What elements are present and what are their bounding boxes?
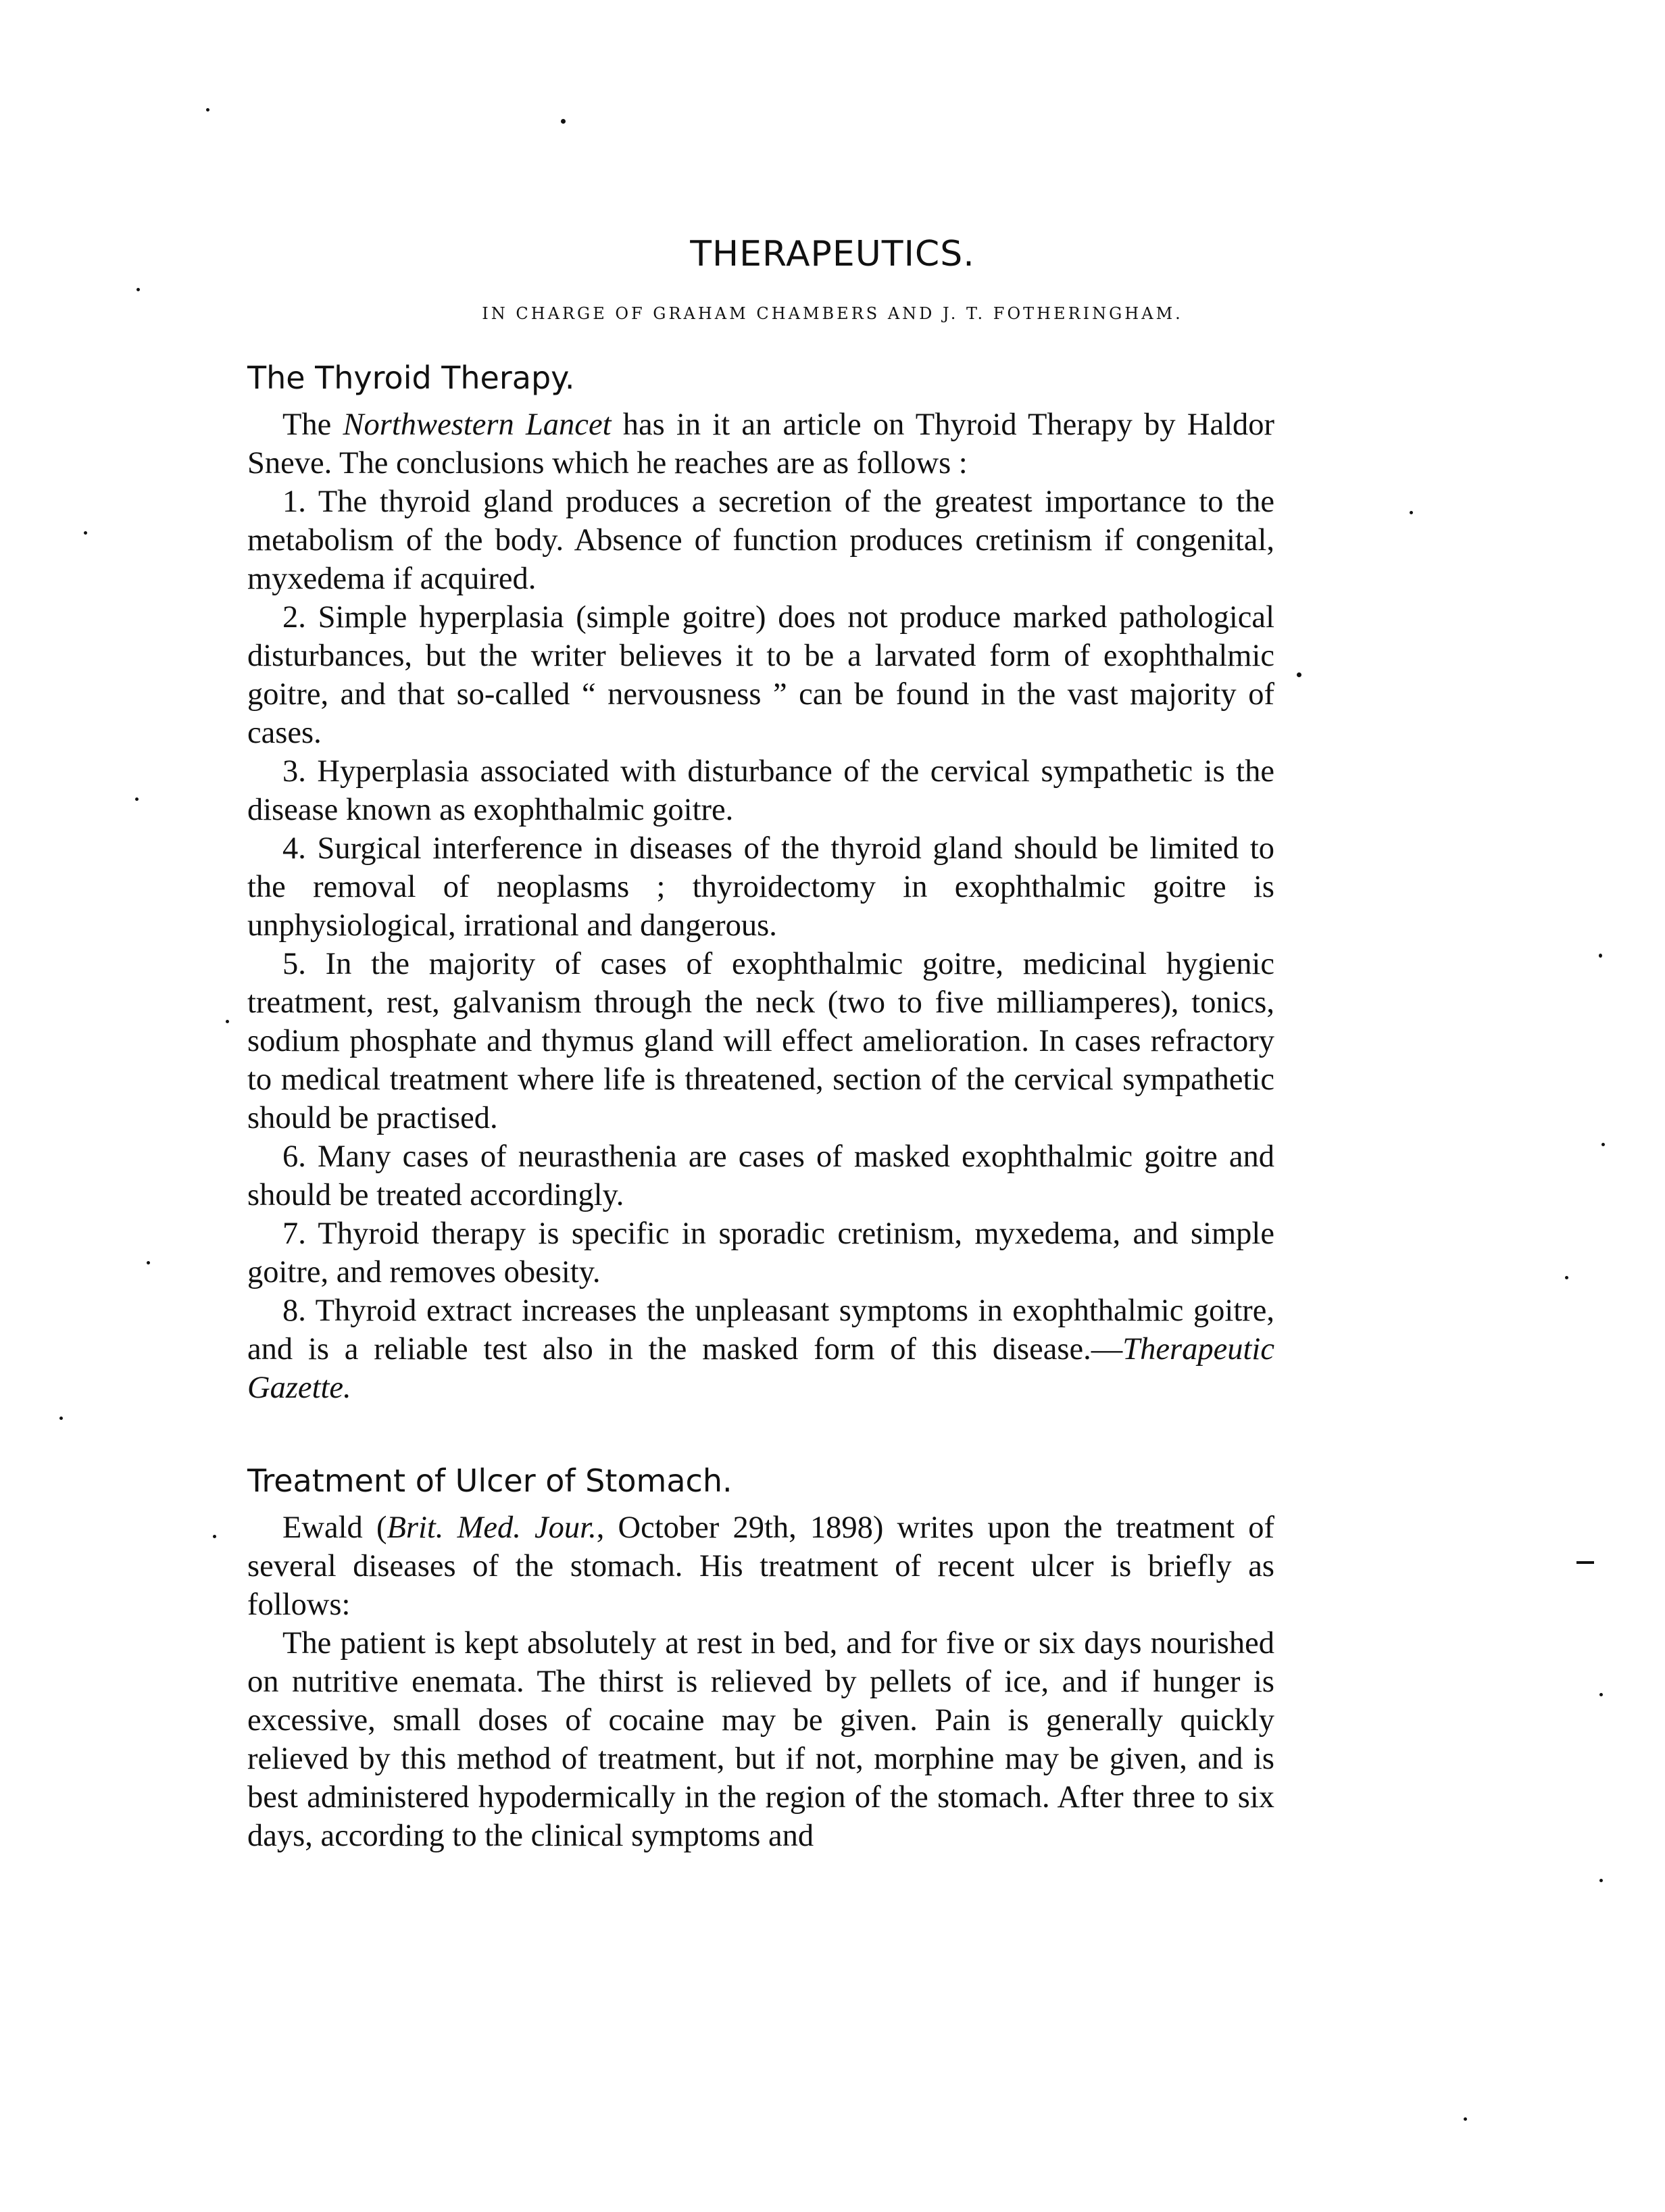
- scan-speck: [1410, 511, 1413, 514]
- section-heading-thyroid: The Thyroid Therapy.: [247, 360, 575, 396]
- conclusion-item: 2. Simple hyperplasia (simple goitre) does not produce marked pathological disturbances, but the writer believes it to be a larvated form of exophthalmic goitre, and that so-called “ nervousness ” can be found in the vast majority of cases.: [247, 600, 1274, 750]
- scan-speck: [59, 1417, 63, 1420]
- scan-speck: [136, 288, 140, 291]
- article-body: [247, 358, 1274, 1855]
- scan-speck: [1601, 1143, 1605, 1146]
- scan-speck: [147, 1261, 150, 1264]
- source-citation: Therapeutic Gazette.: [247, 1332, 1274, 1405]
- scan-speck: [1599, 954, 1602, 958]
- conclusion-item: 3. Hyperplasia associated with disturbance of the cervical sympathetic is the disease known as exophthalmic goitre.: [247, 754, 1274, 827]
- journal-name: Brit. Med. Jour.: [387, 1510, 597, 1545]
- intro-text-start: Ewald (: [282, 1510, 387, 1545]
- scan-speck: [84, 531, 87, 535]
- scan-speck: [1464, 2117, 1467, 2121]
- intro-text-end: , October 29th, 1898) writes upon the treatment of several diseases of the stomach. His treatment of recent ulcer is briefly as follows:: [247, 1510, 1274, 1622]
- scan-speck: [1565, 1276, 1568, 1279]
- page-title: THERAPEUTICS.: [690, 234, 975, 274]
- section-heading-ulcer: Treatment of Ulcer of Stomach.: [247, 1463, 732, 1499]
- scan-speck: [1297, 672, 1301, 677]
- scan-speck: [561, 119, 566, 124]
- scan-speck: [226, 1020, 229, 1023]
- ulcer-body-paragraph: The patient is kept absolutely at rest in bed, and for five or six days nourished on nutritive enemata. The thirst is relieved by pellets of ice, and if hunger is excessive, small doses of cocaine may be given. Pain is generally quickly relieved by this method of treatment, but if not, morphine may be given, and is best administered hypodermically in the region of the stomach. After three to six days, according to the clinical symptoms and: [247, 1626, 1274, 1853]
- ulcer-intro-paragraph: [247, 1508, 1274, 1624]
- thyroid-intro-paragraph: [247, 405, 1274, 483]
- scan-dash: [1576, 1561, 1594, 1564]
- intro-text-end: has in it an article on Thyroid Therapy by Haldor Sneve. The conclusions which he reaches are as follows :: [247, 408, 1275, 481]
- journal-name: Northwestern Lancet: [343, 408, 612, 442]
- conclusion-item: 4. Surgical interference in diseases of the thyroid gland should be limited to the removal of neoplasms ; thyroidectomy in exophthalmic goitre is unphysiological, irrational and dangerous.: [247, 831, 1274, 943]
- conclusion-item: 7. Thyroid therapy is specific in sporadic cretinism, myxedema, and simple goitre, and removes obesity.: [247, 1216, 1274, 1289]
- scan-speck: [206, 108, 209, 112]
- conclusion-item: 5. In the majority of cases of exophthalmic goitre, medicinal hygienic treatment, rest, galvanism through the neck (two to five milliamperes), tonics, sodium phosphate and thymus gland will effect amelioration. In cases refractory to medical treatment where life is threatened, section of the cervical sympathetic should be practised.: [247, 947, 1274, 1135]
- conclusion-item-text: 8. Thyroid extract increases the unpleasant symptoms in exophthalmic goitre, and is a reliable test also in the masked form of this disease.—: [247, 1294, 1274, 1367]
- page-subtitle: IN CHARGE OF GRAHAM CHAMBERS AND J. T. FOTHERINGHAM.: [482, 304, 1183, 323]
- conclusion-item: 6. Many cases of neurasthenia are cases of masked exophthalmic goitre and should be treated accordingly.: [247, 1139, 1274, 1212]
- scan-speck: [1599, 1693, 1603, 1696]
- intro-text-start: The: [282, 408, 343, 442]
- conclusion-item-last: [247, 1292, 1274, 1407]
- scan-speck: [135, 797, 139, 801]
- scan-speck: [213, 1535, 216, 1538]
- scan-speck: [1599, 1879, 1603, 1882]
- conclusion-item: 1. The thyroid gland produces a secretion of the greatest importance to the metabolism of the body. Absence of function produces cretinism if congenital, myxedema if acquired.: [247, 485, 1274, 596]
